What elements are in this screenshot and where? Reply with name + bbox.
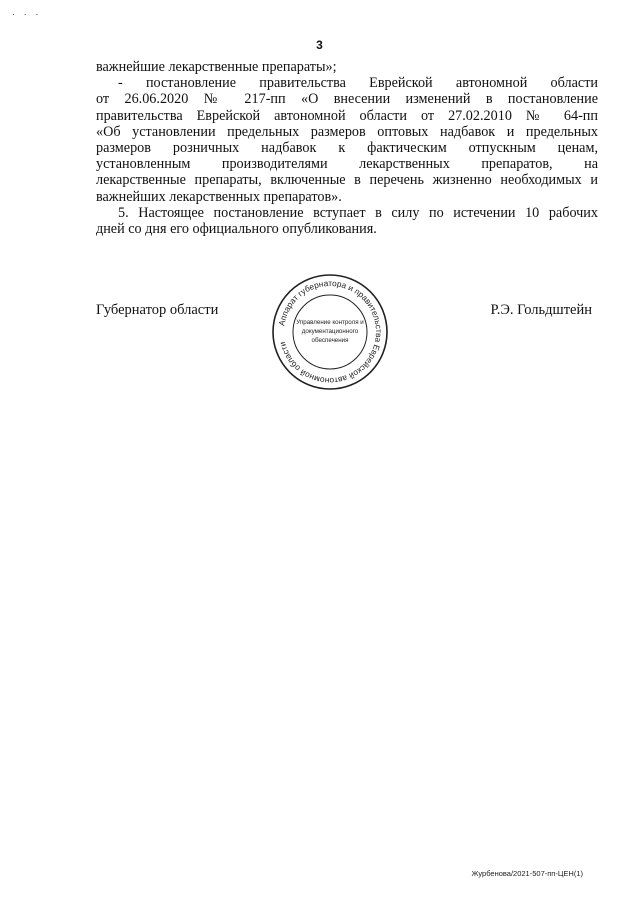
stamp-center-line-2: документационного <box>301 328 359 335</box>
stamp-center-line-1: Управление контроля и <box>296 319 364 326</box>
official-stamp <box>270 272 390 392</box>
stamp-ring-text: Аппарат губернатора и правительства Еврейской автономной области <box>276 277 385 387</box>
scan-artifact-marks: . . . <box>12 8 42 18</box>
text-line: размеров розничных надбавок к фактическим отпускным ценам, <box>96 140 598 157</box>
stamp-center-line-3: обеспечения <box>311 337 349 344</box>
text-line: дней со дня его официального опубликования. <box>96 221 377 238</box>
text-line: - постановление правительства Еврейской автономной области <box>118 75 598 92</box>
text-line: «Об установлении предельных размеров оптовых надбавок и предельных <box>96 123 598 140</box>
text-line: правительства Еврейской автономной области от 27.02.2010 № 64-пп <box>96 107 598 124</box>
page-number: 3 <box>316 38 323 52</box>
signatory-name: Р.Э. Гольдштейн <box>490 302 592 318</box>
text-line: важнейших лекарственных препаратов». <box>96 188 342 205</box>
text-line: установленным производителями лекарственных препаратов, на <box>96 156 598 173</box>
document-body <box>96 59 598 237</box>
text-line: 5. Настоящее постановление вступает в силу по истечении 10 рабочих <box>118 204 598 221</box>
document-footer-reference: Журбенова/2021-507-пп-ЦЕН(1) <box>471 869 583 878</box>
text-line: лекарственные препараты, включенные в перечень жизненно необходимых и <box>96 172 598 189</box>
text-line: от 26.06.2020 № 217-пп «О внесении изменений в постановление <box>96 91 598 108</box>
signatory-position: Губернатор области <box>96 302 219 318</box>
text-line: важнейшие лекарственные препараты»; <box>96 59 337 75</box>
